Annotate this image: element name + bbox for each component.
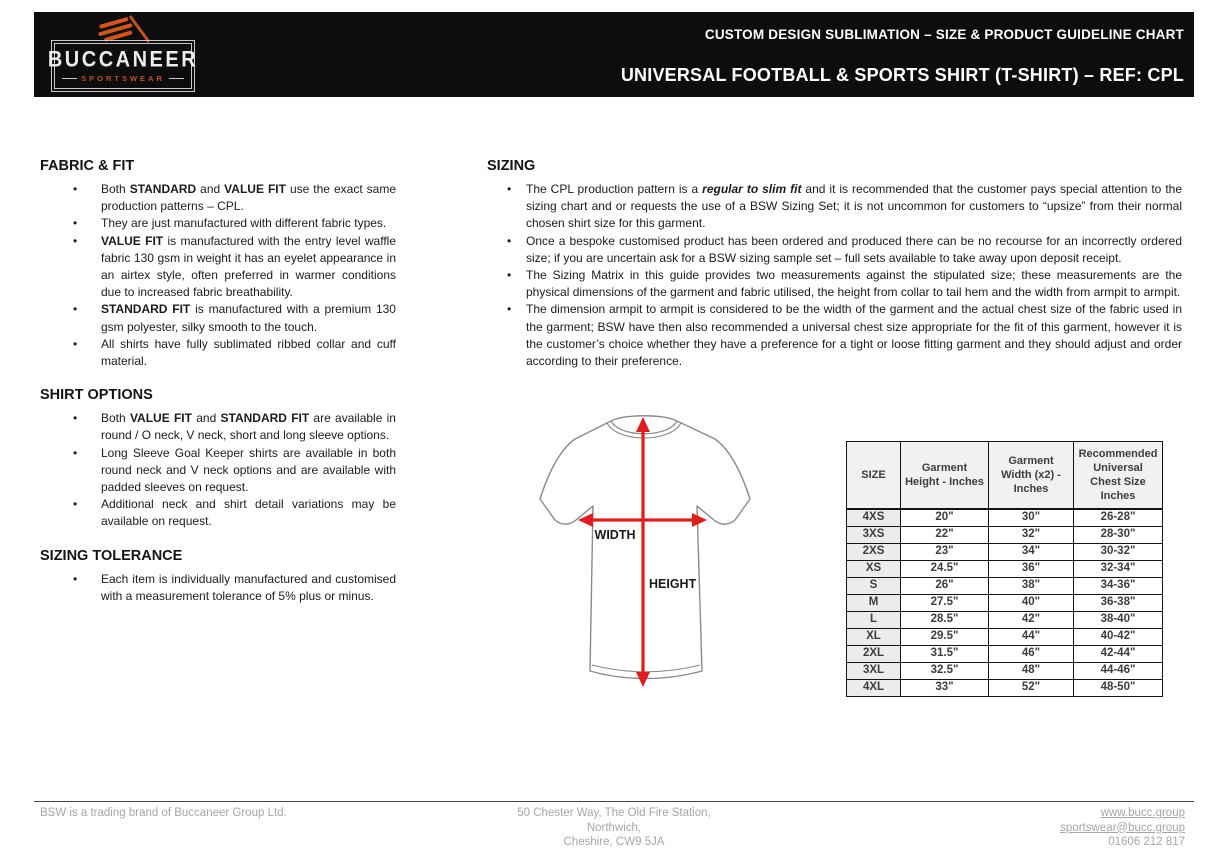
table-cell: 3XL — [847, 662, 901, 679]
footer-trading-note: BSW is a trading brand of Buccaneer Group Ltd. — [40, 807, 287, 819]
table-header-row — [847, 442, 1163, 509]
document-header — [34, 12, 1194, 97]
table-cell: 38" — [989, 577, 1074, 594]
logo-frame — [47, 40, 199, 92]
section-title-sizing: SIZING — [487, 158, 536, 174]
table-cell: 27.5" — [901, 594, 989, 611]
table-cell: 2XL — [847, 645, 901, 662]
document-subtitle: CUSTOM DESIGN SUBLIMATION – SIZE & PRODUCT GUIDELINE CHART — [704, 27, 1184, 42]
table-cell: 3XS — [847, 526, 901, 543]
table-cell: M — [847, 594, 901, 611]
footer-divider — [34, 801, 1194, 802]
bullet-item: • The CPL production pattern is a regular to slim fit and it is recommended that the customer pays special attention to the sizing chart and or requests the use of a BSW Sizing Set; it is not uncommon for customers to “upsize” from their normal chosen shirt size for this garment. — [487, 181, 1182, 233]
tshirt-body — [540, 416, 750, 679]
footer-address-line: Northwich, — [586, 821, 642, 834]
table-cell: 32.5" — [901, 662, 989, 679]
sizing-list — [487, 181, 1182, 370]
table-cell: 32-34" — [1074, 560, 1163, 577]
table-cell: XS — [847, 560, 901, 577]
height-label: HEIGHT — [649, 577, 697, 591]
table-header-cell: Garment Width (x2) - Inches — [989, 442, 1074, 509]
table-cell: XL — [847, 628, 901, 645]
table-row — [847, 543, 1163, 560]
bullet-item: • The Sizing Matrix in this guide provides two measurements against the stipulated size; these measurements are the physical dimensions of the garment and fabric utilised, the height from collar to tail hem and the width from armpit to armpit. — [487, 267, 1182, 301]
table-cell: 2XS — [847, 543, 901, 560]
table-cell: 30-32" — [1074, 543, 1163, 560]
table-row — [847, 662, 1163, 679]
bullet-item: • The dimension armpit to armpit is considered to be the width of the garment and the actual chest size of the fabric used in the garment; BSW have then also recommended a universal chest size appropriate for the fit of this garment, however it is the customer’s choice whether they have a preference for a tight or loose fitting garment and they should adjust and order according to their preference. — [487, 301, 1182, 370]
bullet-item: • Once a bespoke customised product has been ordered and produced there can be no recourse for an incorrectly ordered size; if you are uncertain ask for a BSW sizing sample set – full sets available to take away upon deposit receipt. — [487, 233, 1182, 267]
bullet-item: • Additional neck and shirt detail variations may be available on request. — [40, 496, 396, 530]
table-cell: 4XL — [847, 679, 901, 696]
table-cell: 28-30" — [1074, 526, 1163, 543]
right-column — [487, 157, 1182, 370]
table-cell: 48" — [989, 662, 1074, 679]
brand-logo — [48, 13, 200, 96]
logo-rule-right — [169, 78, 184, 79]
table-row — [847, 577, 1163, 594]
table-cell: 40-42" — [1074, 628, 1163, 645]
table-cell: 23" — [901, 543, 989, 560]
table-cell: 46" — [989, 645, 1074, 662]
bullet-item: • VALUE FIT is manufactured with the entry level waffle fabric 130 gsm in weight it has an eyelet appearance in an airtex style, often preferred in warmer conditions due to increased fabric breathability. — [40, 233, 396, 302]
table-cell: L — [847, 611, 901, 628]
bullet-item: • Each item is individually manufactured and customised with a measurement tolerance of 5% plus or minus. — [40, 571, 396, 605]
table-cell: 26-28" — [1074, 509, 1163, 527]
logo-rule-left — [62, 78, 77, 79]
bullet-item: • Both STANDARD and VALUE FIT use the exact same production patterns – CPL. — [40, 181, 396, 215]
table-cell: 28.5" — [901, 611, 989, 628]
table-cell: 42" — [989, 611, 1074, 628]
table-row — [847, 509, 1163, 527]
footer-address-line: 50 Chester Way, The Old Fire Station, — [517, 807, 711, 819]
table-cell: 52" — [989, 679, 1074, 696]
table-row — [847, 679, 1163, 696]
table-cell: 44" — [989, 628, 1074, 645]
section-title-fabric-fit: FABRIC & FIT — [40, 158, 135, 174]
table-cell: 29.5" — [901, 628, 989, 645]
footer-contact — [1060, 806, 1185, 850]
section-title-sizing-tolerance: SIZING TOLERANCE — [40, 547, 183, 564]
table-cell: 32" — [989, 526, 1074, 543]
left-column — [40, 157, 396, 605]
phone-number: 01606 212 817 — [1108, 836, 1185, 848]
table-cell: 48-50" — [1074, 679, 1163, 696]
footer-address — [414, 806, 814, 850]
table-header-cell: SIZE — [847, 442, 901, 509]
tshirt-outline — [527, 411, 767, 703]
logo-sub-text: SPORTSWEAR — [81, 73, 165, 83]
bullet-item: • Both VALUE FIT and STANDARD FIT are available in round / O neck, V neck, short and long sleeve options. — [40, 410, 396, 444]
footer-address-line: Cheshire, CW9 5JA — [563, 836, 665, 848]
table-row — [847, 628, 1163, 645]
table-cell: 38-40" — [1074, 611, 1163, 628]
table-header-cell: Recommended Universal Chest Size Inches — [1074, 442, 1163, 509]
width-label: WIDTH — [594, 528, 636, 542]
table-cell: 42-44" — [1074, 645, 1163, 662]
tshirt-diagram — [527, 411, 767, 703]
table-cell: 40" — [989, 594, 1074, 611]
table-cell: 34" — [989, 543, 1074, 560]
table-cell: 30" — [989, 509, 1074, 527]
fabric-fit-list — [40, 181, 396, 370]
table-cell: 34-36" — [1074, 577, 1163, 594]
table-cell: 22" — [901, 526, 989, 543]
table-cell: 26" — [901, 577, 989, 594]
section-title-shirt-options: SHIRT OPTIONS — [40, 387, 153, 404]
table-row — [847, 645, 1163, 662]
table-cell: S — [847, 577, 901, 594]
bullet-item: • STANDARD FIT is manufactured with a premium 130 gsm polyester, silky smooth to the touch. — [40, 301, 396, 335]
shirt-options-list — [40, 410, 396, 530]
logo-brand-text: BUCCANEER — [47, 47, 199, 72]
table-cell: 31.5" — [901, 645, 989, 662]
table-row — [847, 560, 1163, 577]
table-cell: 44-46" — [1074, 662, 1163, 679]
size-table — [846, 441, 1163, 697]
table-cell: 36" — [989, 560, 1074, 577]
table-header-cell: Garment Height - Inches — [901, 442, 989, 509]
email-link[interactable]: sportswear@bucc.group — [1060, 821, 1185, 834]
table-row — [847, 611, 1163, 628]
table-cell: 24.5" — [901, 560, 989, 577]
bullet-item: • Long Sleeve Goal Keeper shirts are available in both round neck and V neck options and are available with padded sleeves on request. — [40, 445, 396, 497]
bullet-item: • They are just manufactured with different fabric types. — [40, 215, 396, 232]
sizing-tolerance-list — [40, 571, 396, 605]
table-cell: 4XS — [847, 509, 901, 527]
table-row — [847, 526, 1163, 543]
table-cell: 36-38" — [1074, 594, 1163, 611]
table-row — [847, 594, 1163, 611]
document-title: UNIVERSAL FOOTBALL & SPORTS SHIRT (T-SHIRT) – REF: CPL — [620, 65, 1184, 85]
website-link[interactable]: www.bucc.group — [1100, 807, 1185, 819]
table-cell: 33" — [901, 679, 989, 696]
table-cell: 20" — [901, 509, 989, 527]
bullet-item: • All shirts have fully sublimated ribbed collar and cuff material. — [40, 336, 396, 370]
